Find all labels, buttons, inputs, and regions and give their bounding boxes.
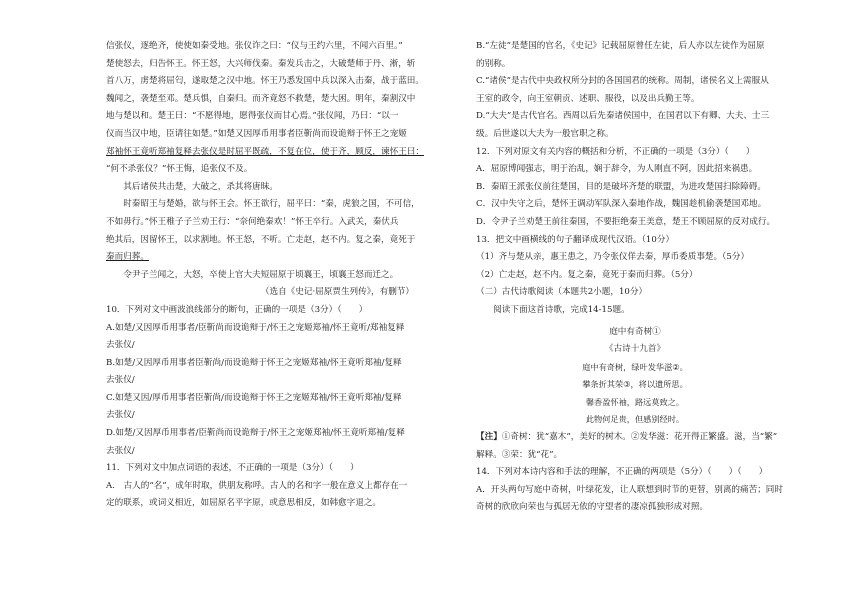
q13-item-1: （1）齐与楚从亲，惠王患之，乃令张仪佯去秦，厚币委质事楚。（5分） [476, 252, 750, 263]
q14-option-a-cont: 奇树的欣欣向荣也与孤居无依的守望者的凄凉孤独形成对照。 [476, 502, 709, 513]
q10-stem: 10．下列对文中画波浪线部分的断句，正确的一项是（3分）（ ） [106, 304, 368, 315]
passage-line: 令尹子兰闻之，大怒，卒使上官大夫短屈原于顷襄王，顷襄王怒而迁之。 [123, 269, 399, 280]
note-text: ①奇树：犹“嘉木”，美好的树木。②发华滋：花开得正繁盛。滋，当“繁” [501, 432, 778, 443]
q11-option-a: A. 古人的“名”，成年时取，供朋友称呼。古人的名和字一般在意义上都存在一 [106, 480, 408, 491]
passage-line: 绝其后，因留怀王，以求割地。怀王怒，不听。亡走赵，赵不内。复之秦，竟死于 [106, 234, 416, 245]
q12-option-c: C．汉中失守之后，楚怀王调动军队深入秦地作战，魏国趁机偷袭楚国邓地。 [476, 199, 767, 210]
q11-option-a-cont: 定的联系，或词义相近，如屈原名平字原，或意思相反，如韩愈字退之。 [106, 498, 382, 509]
q13-item-2: （2）亡走赵，赵不内。复之秦，竟死于秦而归葬。（5分） [476, 269, 698, 280]
q10-option-a: A.如楚/又因厚币用事者/臣靳尚而设诡辩于/怀王之宠姬郑袖/怀王竟听/郑袖复释 [106, 322, 405, 333]
right-column [476, 38, 794, 517]
passage-line: 地与楚以和。楚王曰：“不愿得地，愿得张仪而甘心焉。”张仪闻，乃曰：“以一 [106, 111, 399, 122]
passage-line-underlined: 秦而归葬。 [106, 252, 149, 263]
q11-option-c-cont: 王室的政令，向王室朝贡、述职、服役，以及出兵勤王等。 [476, 93, 700, 104]
passage-source: （选自《史记·屈原贾生列传》，有删节） [260, 287, 414, 298]
q11-option-b: B.“左徒”是楚国的官名，《史记》记载屈原曾任左徒，后人亦以左徒作为屈原 [476, 41, 765, 51]
q14-stem: 14．下列对本诗内容和手法的理解，不正确的两项是（5分）（ ）（ ） [476, 467, 768, 478]
note-label: 【注】 [476, 432, 502, 443]
passage-line: “何不杀张仪？”怀王悔，追张仪不及。 [106, 164, 253, 175]
q11-option-c: C.“诸侯”是古代中央政权所分封的各国国君的统称。周制，诸侯名义上需服从 [476, 76, 769, 87]
passage-line: 其后诸侯共击楚，大破之，杀其将唐眜。 [123, 181, 278, 192]
poem-title: 庭中有奇树① [609, 326, 661, 337]
passage-line: 不如毋行。”怀王稚子子兰劝王行：“奈何绝秦欢！”怀王卒行。入武关，秦伏兵 [106, 216, 399, 227]
poem-note [476, 429, 794, 447]
left-column [106, 38, 424, 513]
q12-option-d: D．令尹子兰劝楚王前往秦国，不要拒绝秦王美意，楚王不顾屈原的反对成行。 [476, 216, 776, 227]
section-instruction: 阅读下面这首诗歌，完成14-15题。 [493, 304, 630, 315]
q11-option-d-cont: 级。后世遂以大夫为一般官职之称。 [476, 128, 614, 139]
q10-option-b-cont: 去张仪/ [106, 375, 135, 386]
passage-line-wavy: 郑袖怀王竟听郑袖复释去张仪是时屈平既疏，不复在位，使于齐，顾反，谏怀王曰： [106, 146, 424, 157]
passage-line: 仪而当汉中地，臣请往如楚。”如楚又因厚币用事者臣靳尚而设诡辩于怀王之宠姬 [106, 128, 407, 139]
q12-option-a: A．屈原博闻强志，明于治乱，娴于辞令，为人刚直不阿，因此招来祸患。 [476, 164, 758, 175]
q10-option-b: B.如楚/又因厚币用事者臣靳尚/而设诡辩于怀王之宠姬郑袖/怀王竟听郑袖/复释 [106, 357, 402, 368]
poem-line: 攀条折其荣③，将以遗所思。 [582, 379, 688, 390]
q10-option-c: C.如楚又因/厚币用事者臣靳尚/而设诡辩于怀王之宠姬郑袖/怀王竟听郑袖/复释 [106, 392, 402, 403]
q11-stem: 11．下列对文中加点词语的表述，不正确的一项是（3分）（ ） [106, 463, 359, 474]
q10-option-a-cont: 去张仪/ [106, 340, 135, 351]
passage-line: 楚使怒去，归告怀王。怀王怒，大兴师伐秦。秦发兵击之，大破楚师于丹、淅，斩 [106, 58, 416, 69]
section-heading: （二）古代诗歌阅读（本题共2小题，10分） [476, 287, 648, 298]
q10-option-c-cont: 去张仪/ [106, 410, 135, 421]
q12-stem: 12．下列对原文有关内容的概括和分析，不正确的一项是（3分）（ ） [476, 146, 755, 157]
poem-line: 此物何足贵，但感别经时。 [585, 414, 685, 425]
q11-option-b-cont: 的别称。 [476, 58, 511, 69]
poem-note-cont: 解释。③荣：犹“花”。 [476, 449, 563, 460]
q14-option-a: A．开头两句写庭中奇树，叶绿花发，让人联想到时节的更替，别离的痛苦；同时 [476, 484, 783, 495]
passage-line: 魏闻之，袭楚至邓。楚兵惧，自秦归。而齐竟怒不救楚，楚大困。明年，秦割汉中 [106, 93, 416, 104]
passage-line: 信张仪，逐绝齐，使使如秦受地。张仪诈之曰：“仪与王约六里，不闻六百里。” [106, 41, 403, 51]
poem-source: 《古诗十九首》 [604, 344, 666, 355]
q10-option-d: D.如楚/又因厚币用事者/臣靳尚而设诡辩于/怀王之宠姬郑袖/怀王竟听郑袖/复释 [106, 428, 405, 439]
passage-line: 时秦昭王与楚婚，欲与怀王会。怀王欲行，屈平曰：“秦，虎狼之国，不可信， [123, 199, 420, 210]
poem-line: 庭中有奇树，绿叶发华滋②。 [582, 361, 688, 372]
q13-stem: 13．把文中画横线的句子翻译成现代汉语。（10分） [476, 234, 675, 245]
poem-line: 馨香盈怀袖，路远莫致之。 [585, 396, 685, 407]
passage-line: 首八万，虏楚将屈匄，遂取楚之汉中地。怀王乃悉发国中兵以深入击秦，战于蓝田。 [106, 76, 424, 87]
q10-option-d-cont: 去张仪/ [106, 445, 135, 456]
q12-option-b: B．秦昭王派张仪前往楚国，目的是破坏齐楚的联盟，为进攻楚国扫除障碍。 [476, 181, 766, 192]
q11-option-d: D.“大夫”是古代官名。西周以后先秦诸侯国中，在国君以下有卿、大夫、士三 [476, 111, 770, 122]
